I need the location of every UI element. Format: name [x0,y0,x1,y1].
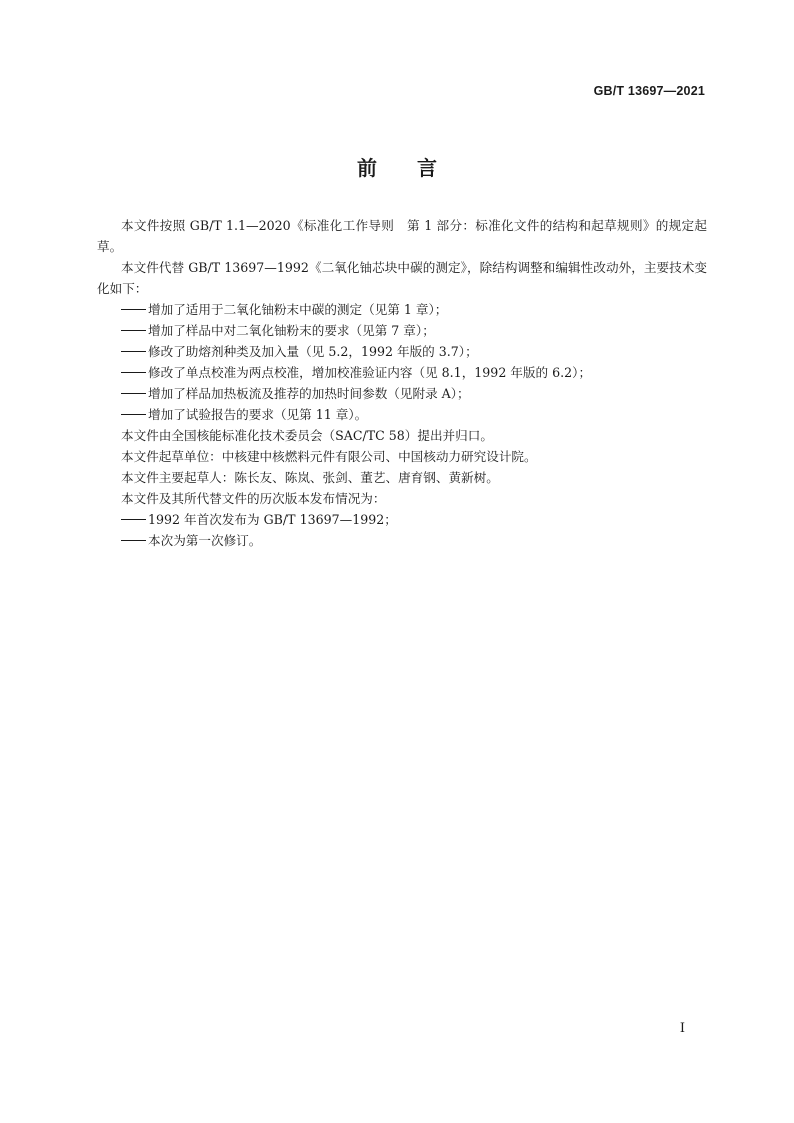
dash-mark [121,372,146,374]
paragraph-replacement: 本文件代替 GB/T 13697—1992《二氧化铀芯块中碳的测定》，除结构调整和编辑性改动外，主要技术变化如下： [97,260,707,296]
history-item-text: 本次为第一次修订。 [148,533,262,548]
dash-mark [121,330,146,332]
dash-mark [121,351,146,353]
change-item-text: 增加了适用于二氧化铀粉末中碳的测定（见第 1 章）； [148,302,448,317]
page-number: I [679,1021,685,1036]
dash-mark [121,414,146,416]
paragraph-drafters: 本文件主要起草人：陈长友、陈岚、张剑、董艺、唐育钢、黄新树。 [121,470,499,485]
change-item-text: 增加了样品中对二氧化铀粉末的要求（见第 7 章）； [148,323,435,338]
dash-mark [121,309,146,311]
change-item [97,341,707,362]
paragraph-committee: 本文件由全国核能标准化技术委员会（SAC/TC 58）提出并归口。 [121,428,493,443]
history-item-text: 1992 年首次发布为 GB/T 13697—1992； [148,512,397,527]
dash-mark [121,519,146,521]
dash-mark [121,540,146,542]
change-item [97,383,707,404]
history-item [97,530,707,551]
foreword-body [97,215,707,551]
change-item-text: 修改了单点校准为两点校准，增加校准验证内容（见 8.1，1992 年版的 6.2）； [148,365,592,380]
change-item [97,299,707,320]
change-item-text: 增加了试验报告的要求（见第 11 章）。 [148,407,368,422]
change-item [97,404,707,425]
paragraph-drafting-units: 本文件起草单位：中核建中核燃料元件有限公司、中国核动力研究设计院。 [121,449,537,464]
dash-mark [121,393,146,395]
change-item [97,362,707,383]
history-item [97,509,707,530]
change-item-text: 修改了助熔剂种类及加入量（见 5.2，1992 年版的 3.7）； [148,344,478,359]
change-item [97,320,707,341]
change-item-text: 增加了样品加热板流及推荐的加热时间参数（见附录 A）； [148,386,470,401]
standard-code: GB/T 13697—2021 [593,84,705,98]
paragraph-history-intro: 本文件及其所代替文件的历次版本发布情况为： [121,491,386,506]
paragraph-drafting-rules: 本文件按照 GB/T 1.1—2020《标准化工作导则 第 1 部分：标准化文件的结构和起草规则》的规定起草。 [97,218,707,254]
page-title-part-2: 言 [417,156,437,180]
page-title-part-1: 前 [357,156,377,180]
page-title [0,152,794,181]
